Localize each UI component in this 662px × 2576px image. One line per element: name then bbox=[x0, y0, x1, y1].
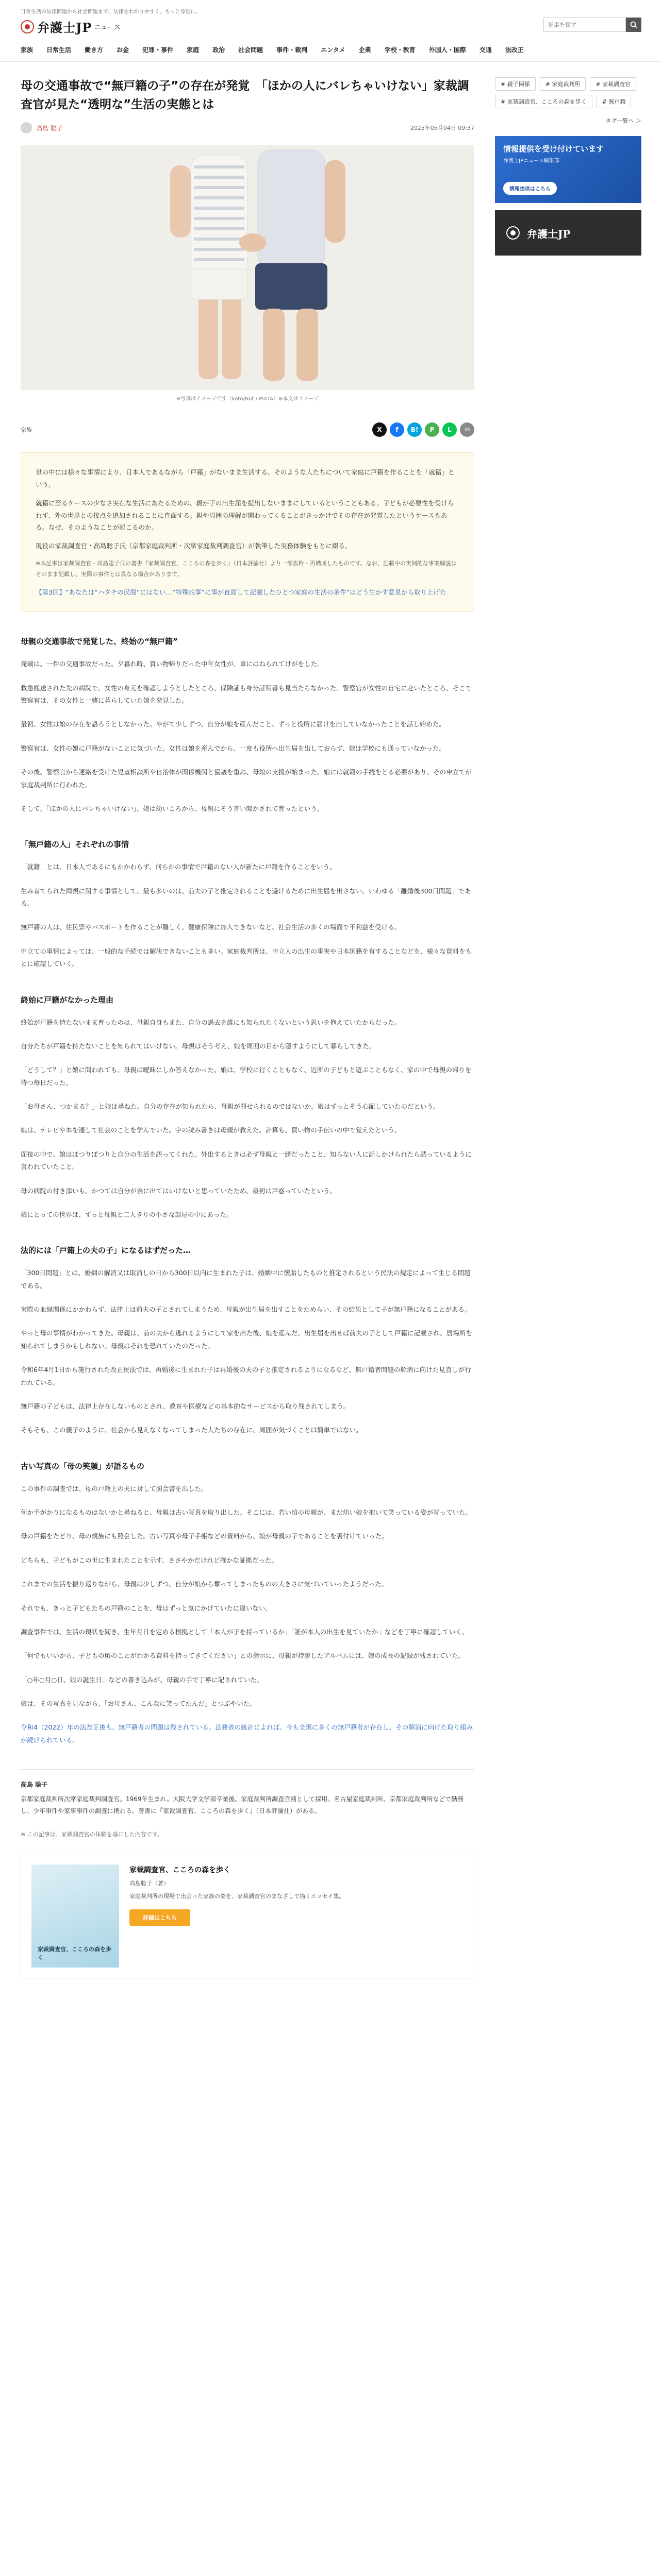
nav-item[interactable]: お金 bbox=[117, 46, 129, 54]
book-cover-label: 家裁調査官、こころの森を歩く bbox=[38, 1945, 111, 1961]
banner-subtitle: 弁護士JPニュース編集部 bbox=[503, 158, 559, 164]
promo-subtitle: 高島聡子（著） bbox=[129, 1879, 169, 1887]
logo-subtext: ニュース bbox=[94, 24, 121, 31]
nav-item[interactable]: 交通 bbox=[479, 46, 492, 54]
article-section bbox=[21, 994, 474, 1222]
section-heading: 母親の交通事故で発覚した、終始の“無戸籍” bbox=[21, 637, 178, 647]
article-section bbox=[21, 1245, 474, 1436]
body-paragraph: 申立ての事情によっては、一般的な手続では解決できないことも多い。家庭裁判所は、申立人の出生の事実や日本国籍を有することなどを、様々な資料をもとに確認していく。 bbox=[21, 947, 472, 968]
article-section bbox=[21, 1461, 474, 1747]
book-promo bbox=[21, 1854, 474, 1978]
body-paragraph: 終始が戸籍を持たないまま育ったのは、母親自身もまた、自分の過去を誰にも知られたくないという思いを抱えていたからだった。 bbox=[21, 1018, 401, 1026]
byline-bio: 京都家庭裁判所次席家庭裁判調査官。1969年生まれ。大阪大学文学部卒業後、家庭裁判所調査官補として採用。名古屋家庭裁判所、京都家庭裁判所などで勤務し、少年事件や家事事件の調査に携わる。著書に『家裁調査官、こころの森を歩く』（日本評論社）がある。 bbox=[21, 1795, 464, 1815]
search-input[interactable] bbox=[543, 18, 626, 32]
related-article-link[interactable]: 【第3回】“あなたは“ハタチの民間”にはない…“特殊的事”に事が直面して記載したひとつ家庭の生活の条件”はどう生かす意見から取り上げた bbox=[36, 588, 446, 596]
nav-item[interactable]: 学校・教育 bbox=[384, 46, 416, 54]
section-heading: 「無戸籍の人」それぞれの事情 bbox=[21, 840, 129, 850]
body-paragraph: 発端は、一件の交通事故だった。夕暮れ時、買い物帰りだった中年女性が、車にはねられてけがをした。 bbox=[21, 660, 324, 668]
logo-mark-icon bbox=[506, 226, 520, 240]
body-paragraph: それでも、きっと子どもたちの戸籍のことを、母はずっと気にかけていたに違いない。 bbox=[21, 1604, 272, 1612]
body-paragraph: 「就籍」とは、日本人であるにもかかわらず、何らかの事情で戸籍のない人が新たに戸籍を作ることをいう。 bbox=[21, 863, 336, 871]
body-paragraph: 令和6年4月1日から施行された改正民法では、再婚後に生まれた子は再婚後の夫の子と推定されるようになるなど、無戸籍者問題の解消に向けた見直しが行われている。 bbox=[21, 1366, 471, 1386]
hatena-share-icon[interactable]: B! bbox=[407, 422, 422, 437]
nav-item[interactable]: 家庭 bbox=[187, 46, 200, 54]
body-paragraph: 救急搬送された先の病院で、女性の身元を確認しようとしたところ、保険証も身分証明書も見当たらなかった。警察官が女性の自宅に赴いたところ、そこで警察官は、その女性と一緒に暮らしていた娘を発見した。 bbox=[21, 684, 472, 705]
banner-button: 情報提供はこちら bbox=[503, 182, 557, 195]
body-paragraph-link[interactable]: 令和4（2022）年の法改正後も、無戸籍者の問題は残されている。法務省の統計によれば、今も全国に多くの無戸籍者が存在し、その解消に向けた取り組みが続けられている。 bbox=[21, 1723, 473, 1744]
body-paragraph: その後、警察官から連絡を受けた児童相談所や自治体が関係機関と協議を重ね、母娘の支援が始まった。娘には就籍の手続をとる必要があり、その申立てが家庭裁判所に行われた。 bbox=[21, 768, 472, 789]
tag-list-link[interactable]: タグ一覧へ ＞ bbox=[605, 117, 641, 124]
body-paragraph: 母の戸籍をたどり、母の親族にも照会した。古い写真や母子手帳などの資料から、娘が母親の子であることを裏付けていった。 bbox=[21, 1532, 388, 1540]
line-share-icon[interactable]: L bbox=[442, 422, 457, 437]
lead-paragraph: 世の中には様々な事情により、日本人であるながら「戸籍」がないまま生活する、そのような人たちについて家庭に戸籍を作ることを「就籍」という。 bbox=[36, 468, 455, 489]
body-paragraph: 娘は、テレビや本を通して社会のことを学んでいた。字の読み書きは母親が教えた。計算も、買い物の手伝いの中で覚えたという。 bbox=[21, 1126, 401, 1134]
pocket-share-icon[interactable]: P bbox=[425, 422, 439, 437]
logo-mark-icon bbox=[21, 20, 34, 33]
body-paragraph: 警察官は、女性の娘に戸籍がないことに気づいた。女性は娘を産んでから、一度も役所へ出生届を出しておらず、娘は学校にも通っていなかった。 bbox=[21, 744, 446, 752]
body-paragraph: やっと母の事情がわかってきた。母親は、前の夫から逃れるようにして家を出た後、娘を産んだ。出生届を出せば前夫の子として戸籍に記載され、居場所を知られてしまうかもしれない。母親はそれを恐れていたのだった。 bbox=[21, 1329, 472, 1350]
facebook-share-icon[interactable]: f bbox=[390, 422, 404, 437]
tag-label: 家庭裁判所 bbox=[552, 81, 581, 88]
tag-item[interactable]: # 家裁調査官、こころの森を歩く bbox=[495, 95, 592, 108]
body-paragraph: 娘は、その写真を見ながら、「お母さん、こんなに笑ってたんだ」とつぶやいた。 bbox=[21, 1700, 256, 1708]
search-box bbox=[543, 18, 641, 32]
article-section bbox=[21, 839, 474, 970]
share-row bbox=[21, 422, 474, 437]
body-paragraph: 自分たちが戸籍を持たないことを知られてはいけない。母親はそう考え、娘を周囲の目から隠すようにして暮らしてきた。 bbox=[21, 1042, 376, 1050]
site-header bbox=[0, 0, 662, 62]
search-button[interactable] bbox=[626, 18, 641, 32]
body-paragraph: この事件の調査では、母の戸籍上の夫に対して照会書を出した。 bbox=[21, 1484, 208, 1493]
nav-item[interactable]: 政治 bbox=[212, 46, 225, 54]
body-paragraph: 「お母さん、つかまる？」と娘は尋ねた。自分の存在が知られたら、母親が罰せられるのではないか。娘はずっとそう心配していたのだという。 bbox=[21, 1103, 440, 1111]
nav-item[interactable]: 法改正 bbox=[505, 46, 524, 54]
section-heading: 終始に戸籍がなかった理由 bbox=[21, 995, 114, 1005]
tag-label: 親子関係 bbox=[507, 81, 530, 88]
body-paragraph: 「何でもいいから、子どもの頃のことがわかる資料を持ってきてください」との指示に、母親が持参したアルバムには、娘の成長の記録が残されていた。 bbox=[21, 1652, 465, 1660]
nav-item[interactable]: 家族 bbox=[21, 46, 34, 54]
body-paragraph: 調査事件では、生活の現状を聞き、生年月日を定める根拠として「本人が子を持っているか」「誰が本人の出生を見ていたか」などを丁寧に確認していく。 bbox=[21, 1628, 469, 1636]
body-paragraph: 「どうして？」と娘に問われても、母親は曖昧にしか答えなかった。娘は、学校に行くこともなく、近所の子どもと遊ぶこともなく、家の中で母親の帰りを待つ毎日だった。 bbox=[21, 1066, 472, 1087]
body-paragraph: これまでの生活を振り返りながら、母親は少しずつ、自分が娘から奪ってしまったものの大きさに気づいていったようだった。 bbox=[21, 1580, 388, 1588]
tag-item[interactable]: # 家庭裁判所 bbox=[540, 77, 586, 91]
author-byline bbox=[21, 1769, 474, 1817]
book-cover-image[interactable] bbox=[31, 1865, 119, 1968]
hero-image bbox=[21, 145, 474, 390]
body-paragraph: そもそも、この親子のように、社会から見えなくなってしまった人たちの存在に、周囲が気づくことは簡単ではない。 bbox=[21, 1426, 362, 1434]
body-paragraph: そして、「ほかの人にバレちゃいけない」。娘は幼いころから、母親にそう言い聞かされて育ったという。 bbox=[21, 804, 324, 812]
body-paragraph: 「○年○月○日、娘の誕生日」などの書き込みが、母親の手で丁寧に記されていた。 bbox=[21, 1675, 263, 1684]
body-paragraph: 母の病院の付き添いも、かつては自分が表に出てはいけないと思っていたため、最初は戸惑っていたという。 bbox=[21, 1187, 337, 1195]
tag-item[interactable]: # 家裁調査官 bbox=[590, 77, 636, 91]
body-paragraph: 何か手がかりになるものはないかと尋ねると、母親は古い写真を取り出した。そこには、若い頃の母親が、まだ幼い娘を抱いて笑っている姿が写っていた。 bbox=[21, 1509, 472, 1517]
children-holding-hands-illustration bbox=[21, 145, 474, 390]
promo-description: 家庭裁判所の現場で出会った家族の姿を、家裁調査官のまなざしで描くエッセイ集。 bbox=[129, 1892, 345, 1900]
body-paragraph: 実際の血縁関係にかかわらず、法律上は前夫の子とされてしまうため、母親が出生届を出すことをためらい、その結果として子が無戸籍になることがある。 bbox=[21, 1306, 471, 1314]
nav-item[interactable]: 外国人・国際 bbox=[428, 46, 466, 54]
site-logo[interactable] bbox=[21, 18, 121, 36]
tag-label: 無戸籍 bbox=[608, 98, 626, 105]
x-share-icon[interactable]: X bbox=[372, 422, 387, 437]
image-credit: ※写真はイメージです（koto/Nut / PIXTA）※本文はイメージ bbox=[176, 396, 319, 402]
sidebar bbox=[495, 77, 641, 256]
author bbox=[21, 122, 63, 133]
lead-paragraph: 現役の家裁調査官・高島聡子氏（京都家庭裁判所・次席家庭裁判調査官）が執筆した実務体験をもとに綴る。 bbox=[36, 542, 352, 550]
lead-paragraph: 就籍に至るケースの少なさ実在な生活にあたるための、親が子の出生届を提出しないままにしているということもある。子どもが必要性を受けられず、外の世界との接点を追加されることに直面する。親や周囲の理解が関わってくることがきっかけでその存在が発覚したというケースもある。なぜ、そのようなことが起こるのか。 bbox=[36, 499, 454, 532]
share-icons bbox=[372, 422, 474, 437]
nav-item[interactable]: 働き方 bbox=[85, 46, 104, 54]
nav-item[interactable]: 企業 bbox=[358, 46, 371, 54]
tag-item[interactable]: # 親子関係 bbox=[495, 77, 536, 91]
tag-item[interactable]: # 無戸籍 bbox=[597, 95, 632, 108]
body-paragraph: 生み育てられた両親に関する事情として、最も多いのは、前夫の子と推定されることを避けるために出生届を出さない、いわゆる「離婚後300日問題」である。 bbox=[21, 887, 471, 908]
category-tag[interactable]: 家族 bbox=[21, 427, 32, 434]
mail-share-icon[interactable]: ✉ bbox=[460, 422, 474, 437]
tag-label: 家裁調査官 bbox=[602, 81, 631, 88]
body-paragraph: 最初、女性は娘の存在を語ろうとしなかった。やがて少しずつ、自分が娘を産んだこと、ずっと役所に届けを出していなかったことを話し始めた。 bbox=[21, 720, 445, 728]
logo-text: 弁護士JP bbox=[37, 20, 92, 35]
nav-item[interactable]: 日常生活 bbox=[46, 46, 72, 54]
byline-name: 高島 聡子 bbox=[21, 1781, 48, 1789]
tag-label: 家裁調査官、こころの森を歩く bbox=[507, 98, 587, 105]
avatar bbox=[21, 122, 32, 133]
info-submission-banner[interactable] bbox=[495, 136, 641, 203]
nav-item[interactable]: エンタメ bbox=[321, 46, 345, 54]
promo-detail-button[interactable]: 詳細はこちら bbox=[129, 1909, 190, 1926]
article-meta bbox=[21, 122, 474, 133]
body-paragraph: 無戸籍の子どもは、法律上存在しないものとされ、教育や医療などの基本的なサービスから取り残されてしまう。 bbox=[21, 1402, 350, 1410]
body-paragraph: どちらも、子どもがこの世に生まれたことを示す、ささやかだけれど確かな証拠だった。 bbox=[21, 1556, 278, 1564]
promo-body bbox=[129, 1865, 464, 1968]
site-tagline: 日常生活の法律問題から社会問題まで、法律をわかりやすく。もっと身近に。 bbox=[21, 9, 201, 15]
promo-title: 家裁調査官、こころの森を歩く bbox=[129, 1866, 230, 1874]
section-heading: 古い写真の「母の笑顔」が語るもの bbox=[21, 1461, 145, 1471]
body-paragraph: 「300日問題」とは、婚姻の解消又は取消しの日から300日以内に生まれた子は、婚姻中に懐胎したものと推定されるという民法の規定によって生じる問題である。 bbox=[21, 1269, 471, 1290]
search-icon bbox=[630, 21, 637, 28]
body-paragraph: 無戸籍の人は、住民票やパスポートを作ることが難しく、健康保険に加入できないなど、社会生活の多くの場面で不利益を受ける。 bbox=[21, 923, 401, 931]
banner-logo-text: 弁護士JP bbox=[527, 227, 571, 240]
article-main bbox=[21, 77, 474, 1978]
lead-box bbox=[21, 452, 474, 612]
body-paragraph: 面接の中で、娘はぽつりぽつりと自分の生活を語ってくれた。外出するときは必ず母親と一緒だったこと、知らない人に話しかけられたら黙っているように言われていたこと。 bbox=[21, 1150, 472, 1171]
tag-list bbox=[495, 77, 641, 108]
nav-item[interactable]: 社会問題 bbox=[238, 46, 263, 54]
nav-item[interactable]: 犯罪・事件 bbox=[142, 46, 174, 54]
footnote: ※ この記事は、家裁調査官の体験を基にした内容です。 bbox=[21, 1831, 163, 1838]
banner-title: 情報提供を受け付けています bbox=[503, 144, 604, 154]
article-section bbox=[21, 636, 474, 815]
publish-date: 2025年05月04日 09:37 bbox=[410, 125, 474, 132]
body-paragraph: 娘にとっての世界は、ずっと母親と二人きりの小さな部屋の中にあった。 bbox=[21, 1210, 233, 1218]
author-name[interactable]: 高島 聡子 bbox=[36, 124, 63, 132]
global-nav bbox=[21, 45, 524, 54]
article-title: 母の交通事故で“無戸籍の子”の存在が発覚 「ほかの人にバレちゃいけない」家裁調査官が見た“透明な”生活の実態とは bbox=[21, 79, 469, 111]
nav-item[interactable]: 事件・裁判 bbox=[276, 46, 308, 54]
section-heading: 法的には「戸籍上の夫の子」になるはずだった… bbox=[21, 1246, 191, 1256]
lead-note: ※本記事は家裁調査官・高島聡子氏の著書『家裁調査官、こころの森を歩く』（日本評論社）より一部抜粋・再構成したものです。なお、記載中の実例的な事案解説はそのまま記載し、実際の事件とは異なる場合があります。 bbox=[36, 560, 457, 578]
bengoshi-jp-banner[interactable] bbox=[495, 210, 641, 256]
